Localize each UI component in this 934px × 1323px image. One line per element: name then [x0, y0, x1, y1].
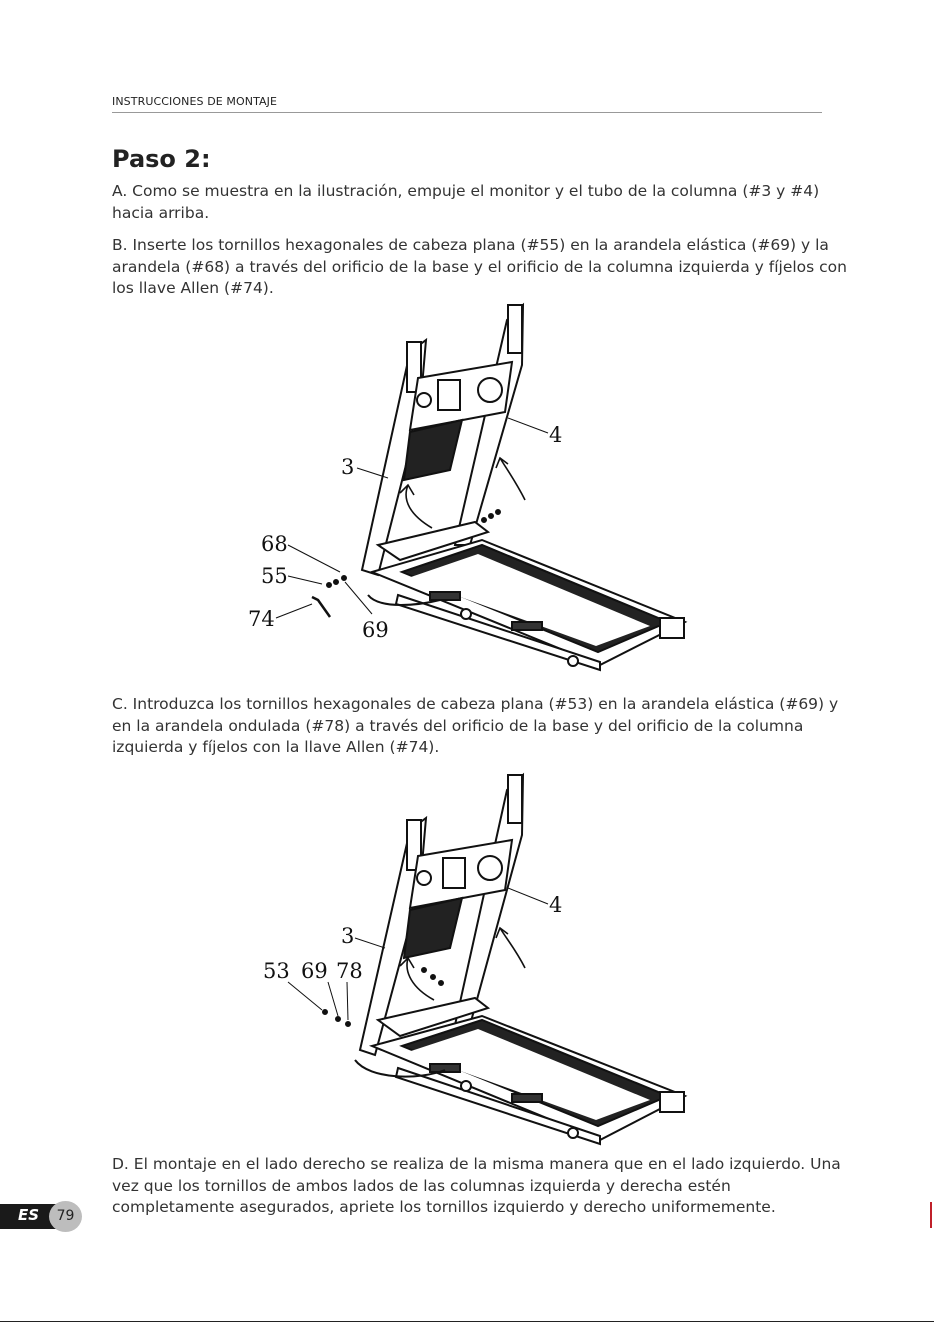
page-number: 79	[49, 1201, 82, 1232]
step-c-text: C. Introduzca los tornillos hexagonales de cabeza plana (#53) en la arandela elástica (#69) y en la arandela ondulada (#78) a través del orificio de la base y del orificio de la columna izquierda y fíjelos con la llave Allen (#74).	[112, 695, 839, 756]
part-label-4: 4	[549, 893, 563, 917]
part-label-55: 55	[261, 564, 288, 588]
page-edge-mark	[930, 1202, 932, 1228]
part-label-53: 53	[263, 959, 290, 983]
step-b-text: B. Inserte los tornillos hexagonales de cabeza plana (#55) en la arandela elástica (#69) y la arandela (#68) a través del orificio de la base y el orificio de la columna izquierda y fíjelos con los llave Allen (#74).	[112, 236, 847, 297]
part-label-68: 68	[261, 532, 288, 556]
part-label-78: 78	[336, 959, 363, 983]
language-code: ES	[18, 1206, 40, 1224]
part-label-4: 4	[549, 423, 563, 447]
part-label-74: 74	[248, 607, 275, 631]
part-label-69: 69	[362, 618, 389, 642]
page-title: Paso 2:	[112, 145, 211, 173]
step-a-text: A. Como se muestra en la ilustración, empuje el monitor y el tubo de la columna (#3 y #4) hacia arriba.	[112, 182, 820, 222]
part-label-3: 3	[341, 924, 355, 948]
section-header: INSTRUCCIONES DE MONTAJE	[112, 95, 278, 108]
part-label-69: 69	[301, 959, 328, 983]
bottom-divider	[0, 1321, 934, 1322]
step-d-text: D. El montaje en el lado derecho se realiza de la misma manera que en el lado izquierdo. Una vez que los tornillos de ambos lados de las columnas izquierda y derecha estén completamente asegurados, apriete los tornillos izquierdo y derecho uniformemente.	[112, 1155, 841, 1216]
part-label-3: 3	[341, 455, 355, 479]
